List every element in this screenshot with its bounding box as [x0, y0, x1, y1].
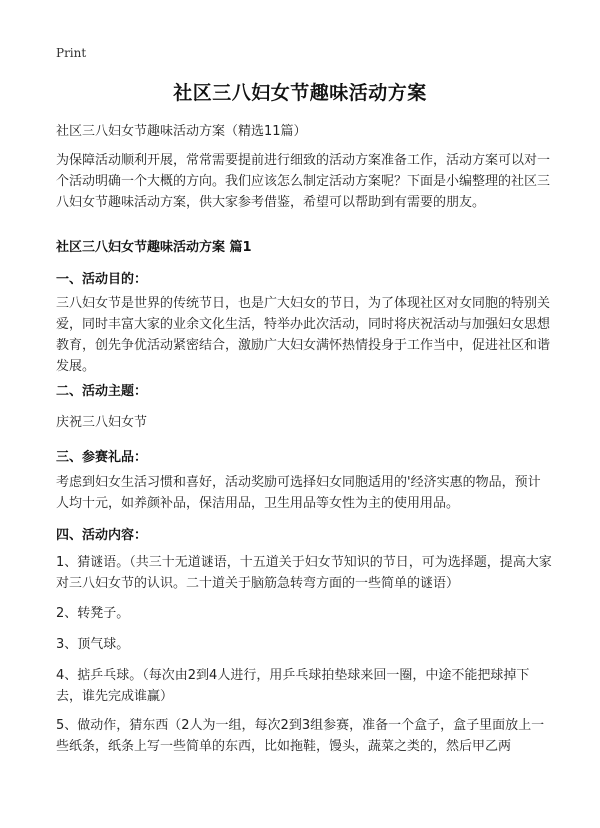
page-title: 社区三八妇女节趣味活动方案 — [173, 82, 427, 104]
theme-paragraph: 庆祝三八妇女节 — [56, 415, 148, 430]
subtitle: 社区三八妇女节趣味活动方案（精选11篇） — [56, 124, 307, 139]
list-item: 5、做动作，猜东西（2人为一组，每次2到3组参赛，准备一个盒子，盒子里面放上一些纸条，纸条上写一些简单的东西，比如拖鞋，馒头，蔬菜之类的，然后甲乙两 — [56, 718, 545, 754]
theme-heading: 二、活动主题： — [56, 384, 148, 399]
print-label[interactable]: Print — [56, 46, 87, 60]
purpose-heading: 一、活动目的： — [56, 272, 148, 287]
content-heading: 四、活动内容： — [56, 528, 148, 543]
list-item: 3、顶气球。 — [56, 637, 130, 652]
intro-paragraph: 为保障活动顺利开展，常常需要提前进行细致的活动方案准备工作，活动方案可以对一个活动明确一个大概的方向。我们应该怎么制定活动方案呢？下面是小编整理的社区三八妇女节趣味活动方案，供大家参考借鉴，希望可以帮助到有需要的朋友。 — [56, 153, 551, 210]
list-item: 4、掂乒乓球。（每次由2到4人进行，用乒乓球拍垫球来回一圈，中途不能把球掉下去，谁先完成谁赢） — [56, 668, 530, 704]
list-item: 2、转凳子。 — [56, 606, 130, 621]
gifts-heading: 三、参赛礼品： — [56, 450, 148, 465]
section-title: 社区三八妇女节趣味活动方案 篇1 — [56, 240, 252, 255]
purpose-paragraph: 三八妇女节是世界的传统节日，也是广大妇女的节日，为了体现社区对女同胞的特别关爱，同时丰富大家的业余文化生活，特举办此次活动，同时将庆祝活动与加强妇女思想教育，创先争优活动紧密结合，激励广大妇女满怀热情投身于工作当中，促进社区和谐发展。 — [56, 296, 551, 374]
list-item: 1、猜谜语。（共三十无道谜语，十五道关于妇女节知识的节日，可为选择题，提高大家对三八妇女节的认识。二十道关于脑筋急转弯方面的一些简单的谜语） — [56, 555, 552, 591]
gifts-paragraph: 考虑到妇女生活习惯和喜好，活动奖励可选择妇女同胞适用的'经济实惠的物品，预计人均十元，如养颜补品，保洁用品，卫生用品等女性为主的使用用品。 — [56, 475, 541, 511]
